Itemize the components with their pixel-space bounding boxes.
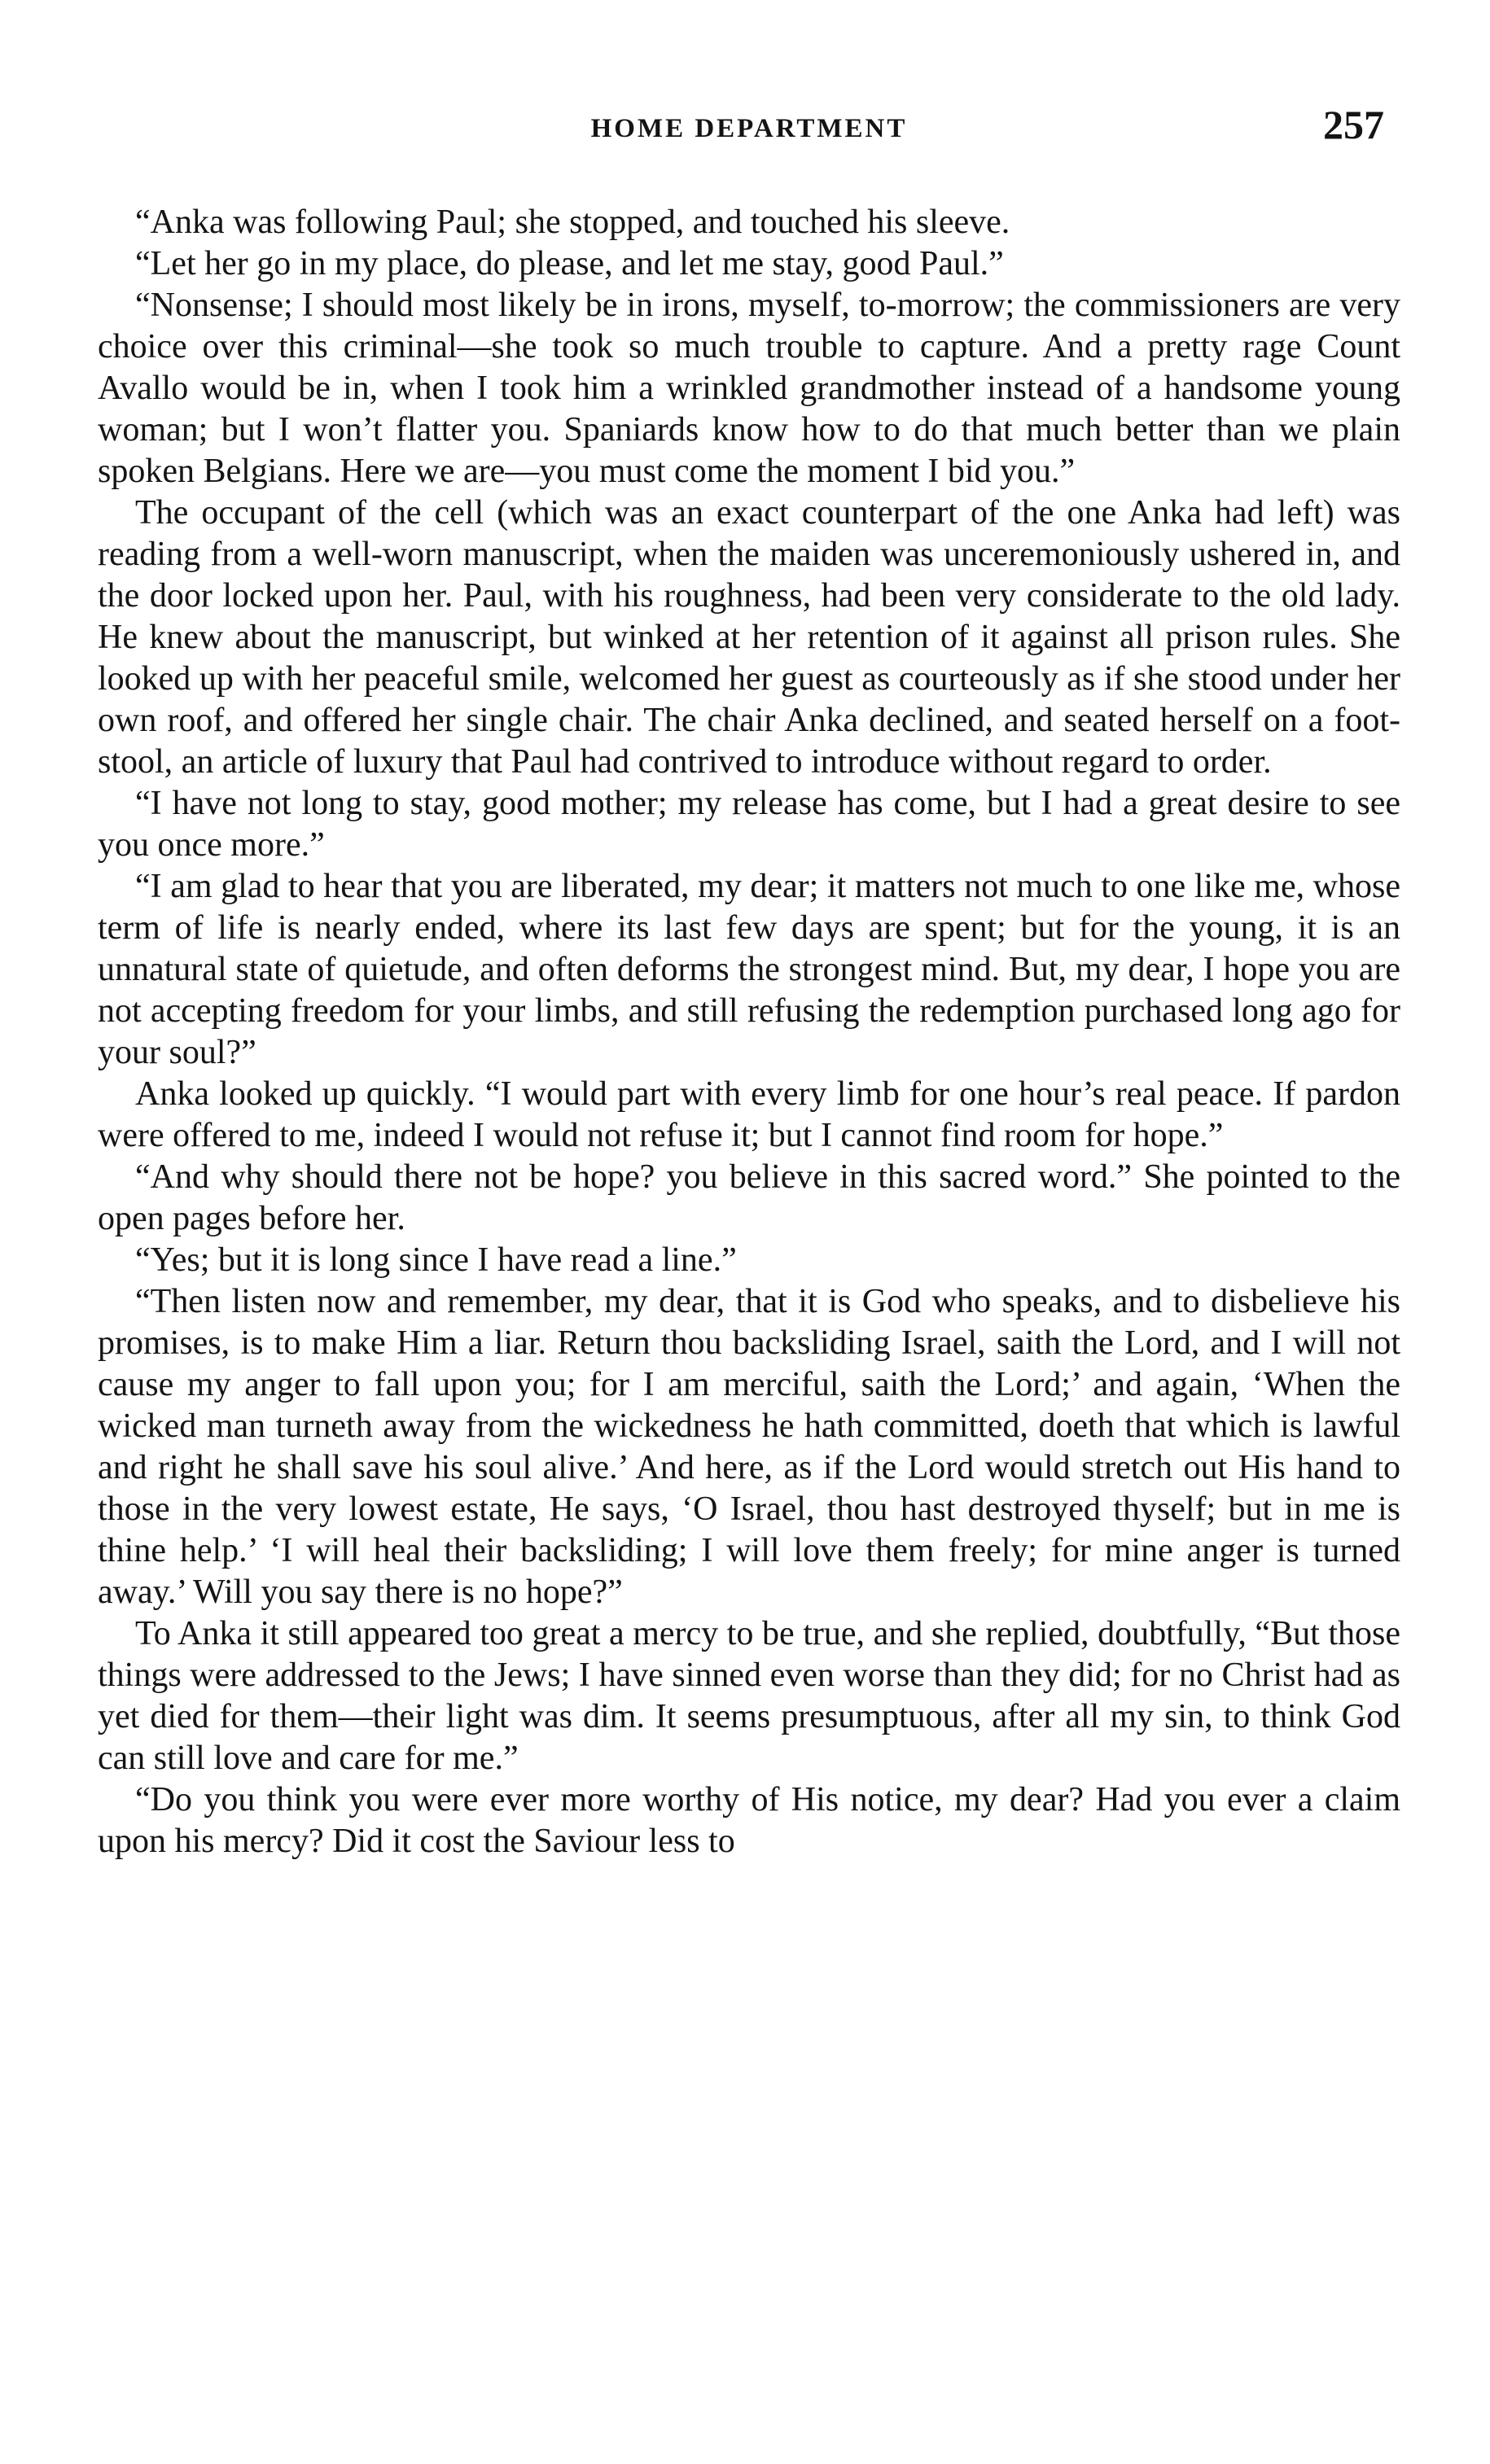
book-page <box>98 98 1400 2442</box>
paragraph: To Anka it still appeared too great a mercy to be true, and she replied, doubtfully, “But those things were addressed to the Jews; I have sinned even worse than they did; for no Christ had as yet died for them—their light was dim. It seems presumptuous, after all my sin, to think God can still love and care for me.” <box>98 1615 1400 1777</box>
paragraph: Anka looked up quickly. “I would part with every limb for one hour’s real peace. If pardon were offered to me, indeed I would not refuse it; but I cannot find room for hope.” <box>98 1075 1400 1154</box>
body-text <box>98 202 1400 1862</box>
running-title: HOME DEPARTMENT <box>590 114 908 143</box>
paragraph: The occupant of the cell (which was an exact counterpart of the one Anka had left) was reading from a well-worn manuscript, when the maiden was unceremoniously ushered in, and the door locked upon her. Paul, with his roughness, had been very considerate to the old lady. He knew about the manuscript, but winked at her retention of it against all prison rules. She looked up with her peaceful smile, welcomed her guest as courteously as if she stood under her own roof, and offered her single chair. The chair Anka declined, and seated herself on a foot-stool, an article of luxury that Paul had contrived to introduce without regard to order. <box>98 494 1400 781</box>
paragraph: “Let her go in my place, do please, and let me stay, good Paul.” <box>135 245 1004 282</box>
paragraph: “Then listen now and remember, my dear, that it is God who speaks, and to disbelieve his promises, is to make Him a liar. Return thou backsliding Israel, saith the Lord, and I will not cause my anger to fall upon you; for I am merciful, saith the Lord;’ and again, ‘When the wicked man turneth away from the wickedness he hath committed, doeth that which is lawful and right he shall save his soul alive.’ And here, as if the Lord would stretch out His hand to those in the very lowest estate, He says, ‘O Israel, thou hast destroyed thyself; but in me is thine help.’ ‘I will heal their backsliding; I will love them freely; for mine anger is turned away.’ Will you say there is no hope?” <box>98 1283 1400 1611</box>
paragraph: “Anka was following Paul; she stopped, and touched his sleeve. <box>135 204 1010 241</box>
page-number: 257 <box>1323 102 1384 147</box>
paragraph: “Yes; but it is long since I have read a line.” <box>135 1241 737 1279</box>
paragraph: “I am glad to hear that you are liberated, my dear; it matters not much to one like me, whose term of life is nearly ended, where its last few days are spent; but for the young, it is an unnatural state of quietude, and often deforms the strongest mind. But, my dear, I hope you are not accepting freedom for your limbs, and still refusing the redemption purchased long ago for your soul?” <box>98 868 1400 1071</box>
running-head <box>98 98 1400 171</box>
paragraph: “And why should there not be hope? you believe in this sacred word.” She pointed to the open pages before her. <box>98 1158 1400 1237</box>
paragraph: “Do you think you were ever more worthy of His notice, my dear? Had you ever a claim upon his mercy? Did it cost the Saviour less to <box>98 1781 1400 1860</box>
paragraph: “I have not long to stay, good mother; my release has come, but I had a great desire to see you once more.” <box>98 785 1400 864</box>
paragraph: “Nonsense; I should most likely be in irons, myself, to-morrow; the commissioners are very choice over this criminal—she took so much trouble to capture. And a pretty rage Count Avallo would be in, when I took him a wrinkled grandmother instead of a handsome young woman; but I won’t flatter you. Spaniards know how to do that much better than we plain spoken Belgians. Here we are—you must come the moment I bid you.” <box>98 287 1400 490</box>
